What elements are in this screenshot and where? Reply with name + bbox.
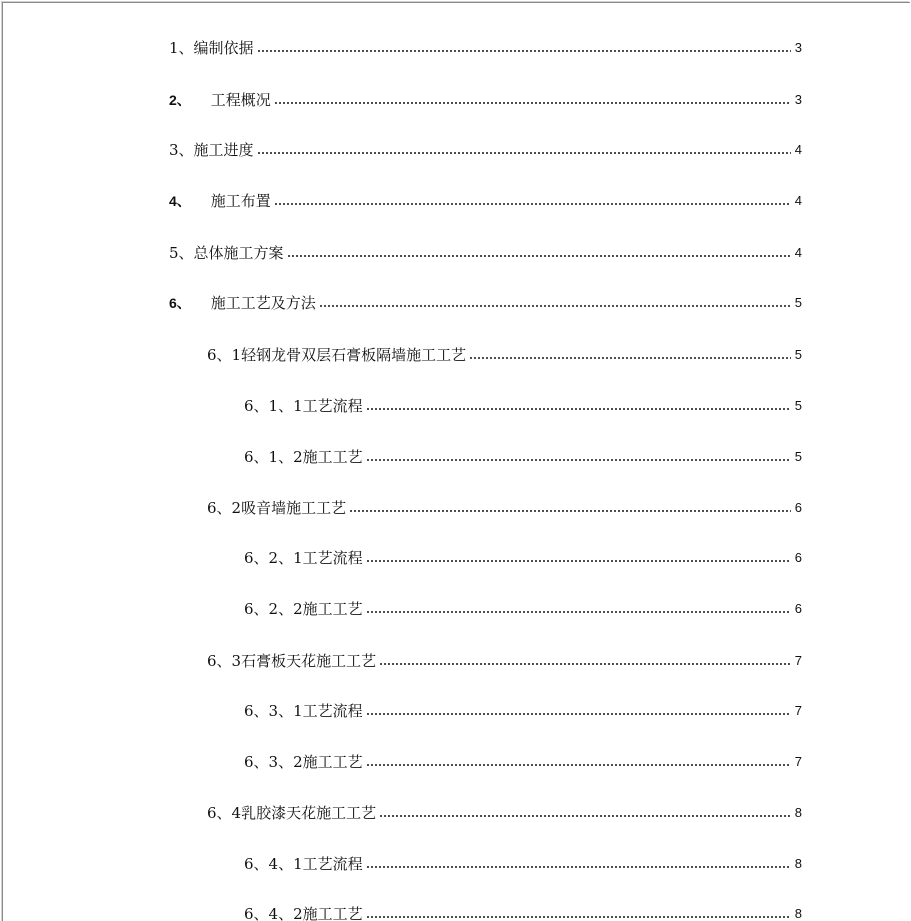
toc-entry-number: 6、3、1: [244, 702, 303, 720]
toc-entry[interactable]: [169, 288, 802, 312]
toc-entry[interactable]: [244, 747, 802, 771]
document-page: [2, 2, 910, 921]
toc-entry-number: 1、: [169, 39, 194, 57]
toc-entry[interactable]: [169, 33, 802, 57]
toc-entry-title: 总体施工方案: [193, 244, 284, 262]
dot-leader: [469, 357, 791, 359]
toc-entry-number: 6、3、2: [244, 753, 303, 771]
toc-entry-number: 6、2、2: [244, 600, 303, 618]
toc-entry-number: 6、1、2: [244, 448, 303, 466]
toc-entry-number: 6、4: [207, 804, 242, 822]
toc-entry-number: 6、3: [207, 652, 242, 670]
toc-entry-page: 8: [794, 805, 802, 820]
toc-entry-title: 施工工艺及方法: [210, 294, 316, 312]
toc-entry[interactable]: [244, 594, 802, 618]
toc-entry-number: 6、2: [207, 499, 242, 517]
dot-leader: [366, 560, 791, 562]
toc-entry[interactable]: [169, 135, 802, 159]
toc-entry[interactable]: [244, 442, 802, 466]
dot-leader: [349, 510, 791, 512]
toc-entry-page: 6: [794, 601, 802, 616]
toc-entry-number: 6、: [169, 295, 191, 311]
dot-leader: [366, 713, 791, 715]
dot-leader: [366, 764, 791, 766]
dot-leader: [366, 408, 791, 410]
toc-entry-title: 工艺流程: [302, 855, 363, 873]
toc-entry-page: 3: [794, 92, 802, 107]
toc-entry-page: 4: [794, 245, 802, 260]
toc-entry-title: 工艺流程: [302, 702, 363, 720]
toc-entry-number: 3、: [169, 141, 194, 159]
dot-leader: [366, 916, 791, 918]
toc-entry-page: 8: [794, 856, 802, 871]
toc-entry-page: 7: [794, 754, 802, 769]
toc-entry[interactable]: [244, 391, 802, 415]
toc-entry-title: 工程概况: [210, 91, 271, 109]
dot-leader: [366, 611, 791, 613]
toc-entry-number: 6、2、1: [244, 549, 303, 567]
dot-leader: [287, 255, 791, 257]
toc-entry-number: 4、: [169, 193, 191, 209]
dot-leader: [366, 459, 791, 461]
toc-entry-page: 4: [794, 193, 802, 208]
toc-entry[interactable]: [244, 543, 802, 567]
dot-leader: [319, 305, 791, 307]
toc-entry-title: 吸音墙施工工艺: [241, 499, 347, 517]
toc-entry-page: 6: [794, 550, 802, 565]
toc-entry-title: 石膏板天花施工工艺: [241, 652, 377, 670]
toc-entry-title: 施工工艺: [302, 448, 363, 466]
toc-entry-number: 6、1: [207, 346, 242, 364]
dot-leader: [274, 102, 791, 104]
toc-entry[interactable]: [207, 340, 802, 364]
toc-entry[interactable]: [169, 186, 802, 210]
toc-entry[interactable]: [207, 493, 802, 517]
toc-entry-number: 6、4、1: [244, 855, 303, 873]
dot-leader: [366, 866, 791, 868]
toc-entry-title: 编制依据: [193, 39, 254, 57]
dot-leader: [379, 815, 791, 817]
toc-entry-title: 施工工艺: [302, 905, 363, 921]
toc-entry[interactable]: [207, 646, 802, 670]
toc-entry-number: 2、: [169, 92, 191, 108]
toc-entry-title: 施工工艺: [302, 600, 363, 618]
toc-entry[interactable]: [169, 85, 802, 109]
toc-entry-title: 工艺流程: [302, 549, 363, 567]
dot-leader: [379, 663, 791, 665]
toc-entry-title: 施工布置: [210, 192, 271, 210]
toc-entry-title: 乳胶漆天花施工工艺: [241, 804, 377, 822]
toc-entry-title: 工艺流程: [302, 397, 363, 415]
toc-entry-page: 6: [794, 500, 802, 515]
toc-entry-page: 5: [794, 449, 802, 464]
dot-leader: [274, 203, 791, 205]
toc-entry-title: 施工工艺: [302, 753, 363, 771]
toc-entry-page: 4: [794, 142, 802, 157]
toc-entry-page: 3: [794, 40, 802, 55]
toc-entry-page: 5: [794, 398, 802, 413]
toc-entry-number: 5、: [169, 244, 194, 262]
toc-entry[interactable]: [244, 849, 802, 873]
dot-leader: [257, 50, 791, 52]
toc-entry[interactable]: [244, 696, 802, 720]
toc-entry-title: 施工进度: [193, 141, 254, 159]
toc-entry-page: 8: [794, 906, 802, 921]
dot-leader: [257, 152, 791, 154]
toc-entry[interactable]: [207, 798, 802, 822]
toc-entry-title: 轻钢龙骨双层石膏板隔墙施工工艺: [241, 346, 467, 364]
toc-entry-number: 6、1、1: [244, 397, 303, 415]
toc-entry[interactable]: [244, 899, 802, 921]
toc-entry-page: 7: [794, 703, 802, 718]
toc-entry[interactable]: [169, 238, 802, 262]
toc-entry-number: 6、4、2: [244, 905, 303, 921]
toc-entry-page: 5: [794, 295, 802, 310]
toc-entry-page: 5: [794, 347, 802, 362]
toc-entry-page: 7: [794, 653, 802, 668]
